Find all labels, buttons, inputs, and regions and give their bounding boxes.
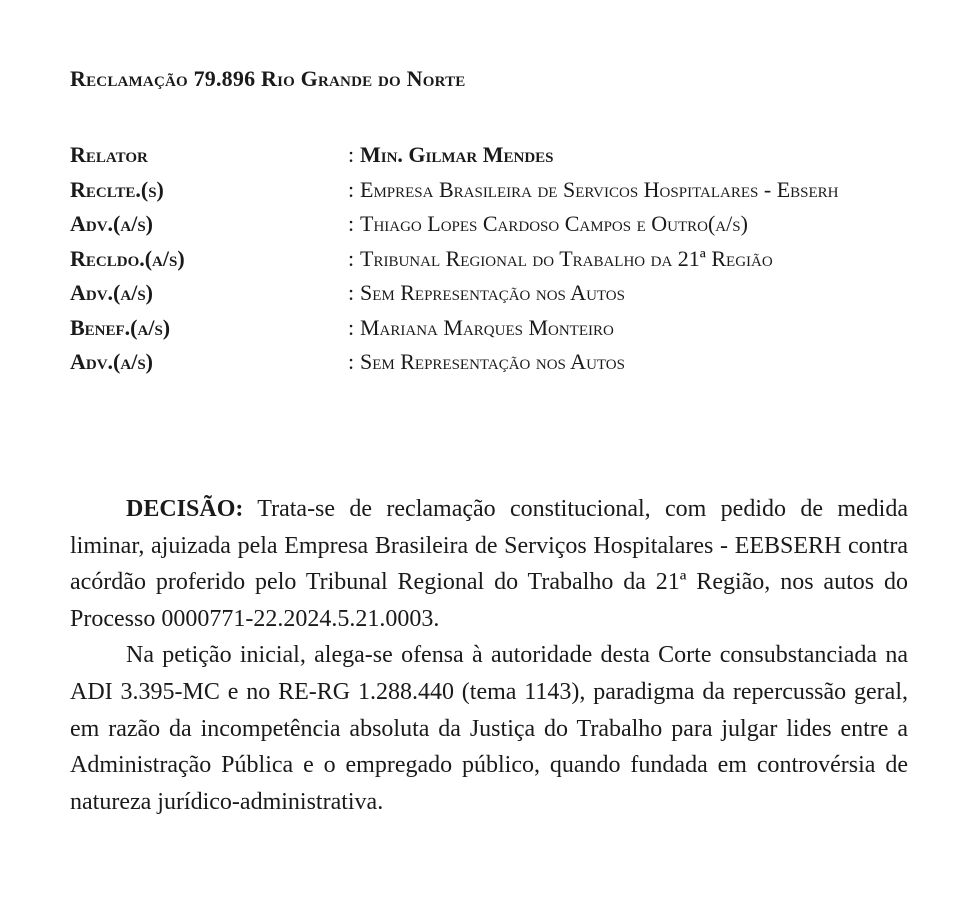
party-value: Sem Representação nos Autos	[360, 349, 625, 374]
decision-label: DECISÃO:	[126, 496, 244, 522]
party-label: Adv.(a/s)	[70, 280, 153, 305]
party-row-advogado-reclamante	[70, 207, 908, 242]
party-value: Sem Representação nos Autos	[360, 280, 625, 305]
decision-text	[70, 491, 908, 820]
party-value: Tribunal Regional do Trabalho da 21ª Região	[360, 245, 773, 271]
party-colon: :	[348, 349, 355, 374]
party-label: Reclte.(s)	[70, 176, 164, 202]
party-colon: :	[348, 280, 355, 305]
party-label: Recldo.(a/s)	[70, 245, 185, 271]
party-value: Empresa Brasileira de Servicos Hospitalares - Ebserh	[360, 176, 839, 202]
case-title: Reclamação 79.896 Rio Grande do Norte	[70, 66, 466, 91]
decision-paragraph-2: Na petição inicial, alega-se ofensa à autoridade desta Corte consubstanciada na ADI 3.395-MC e no RE-RG 1.288.440 (tema 1143), paradigma da repercussão geral, em razão da incompetência absoluta da Justiça do Trabalho para julgar lides entre a Administração Pública e o empregado público, quando fundada em controvérsia de natureza jurídico-administrativa.	[70, 642, 908, 815]
party-colon: :	[348, 314, 355, 340]
party-label: Adv.(a/s)	[70, 211, 153, 236]
party-row-beneficiario	[70, 311, 908, 346]
party-row-relator	[70, 138, 908, 173]
party-colon: :	[348, 176, 355, 202]
party-colon: :	[348, 211, 355, 236]
decision-paragraph-1-text: Trata-se de reclamação constitucional, com pedido de medida liminar, ajuizada pela Empresa Brasileira de Serviços Hospitalares - EEBSERH contra acórdão proferido pelo Tribunal Regional do Trabalho da 21ª Região, nos autos do Processo 0000771-22.2024.5.21.0003.	[70, 496, 908, 632]
party-value: Mariana Marques Monteiro	[360, 314, 614, 340]
party-label: Relator	[70, 142, 148, 167]
party-row-reclamado	[70, 242, 908, 277]
party-colon: :	[348, 245, 355, 271]
party-value: Thiago Lopes Cardoso Campos e Outro(a/s)	[360, 211, 748, 236]
party-label: Adv.(a/s)	[70, 349, 153, 374]
decision-paragraph-1	[70, 491, 908, 637]
party-label: Benef.(a/s)	[70, 314, 171, 340]
parties-table	[70, 138, 908, 380]
party-row-advogado-reclamado	[70, 276, 908, 311]
party-row-advogado-beneficiario	[70, 345, 908, 380]
party-row-reclamante	[70, 173, 908, 208]
party-colon: :	[348, 142, 355, 167]
party-value: Min. Gilmar Mendes	[360, 142, 554, 167]
